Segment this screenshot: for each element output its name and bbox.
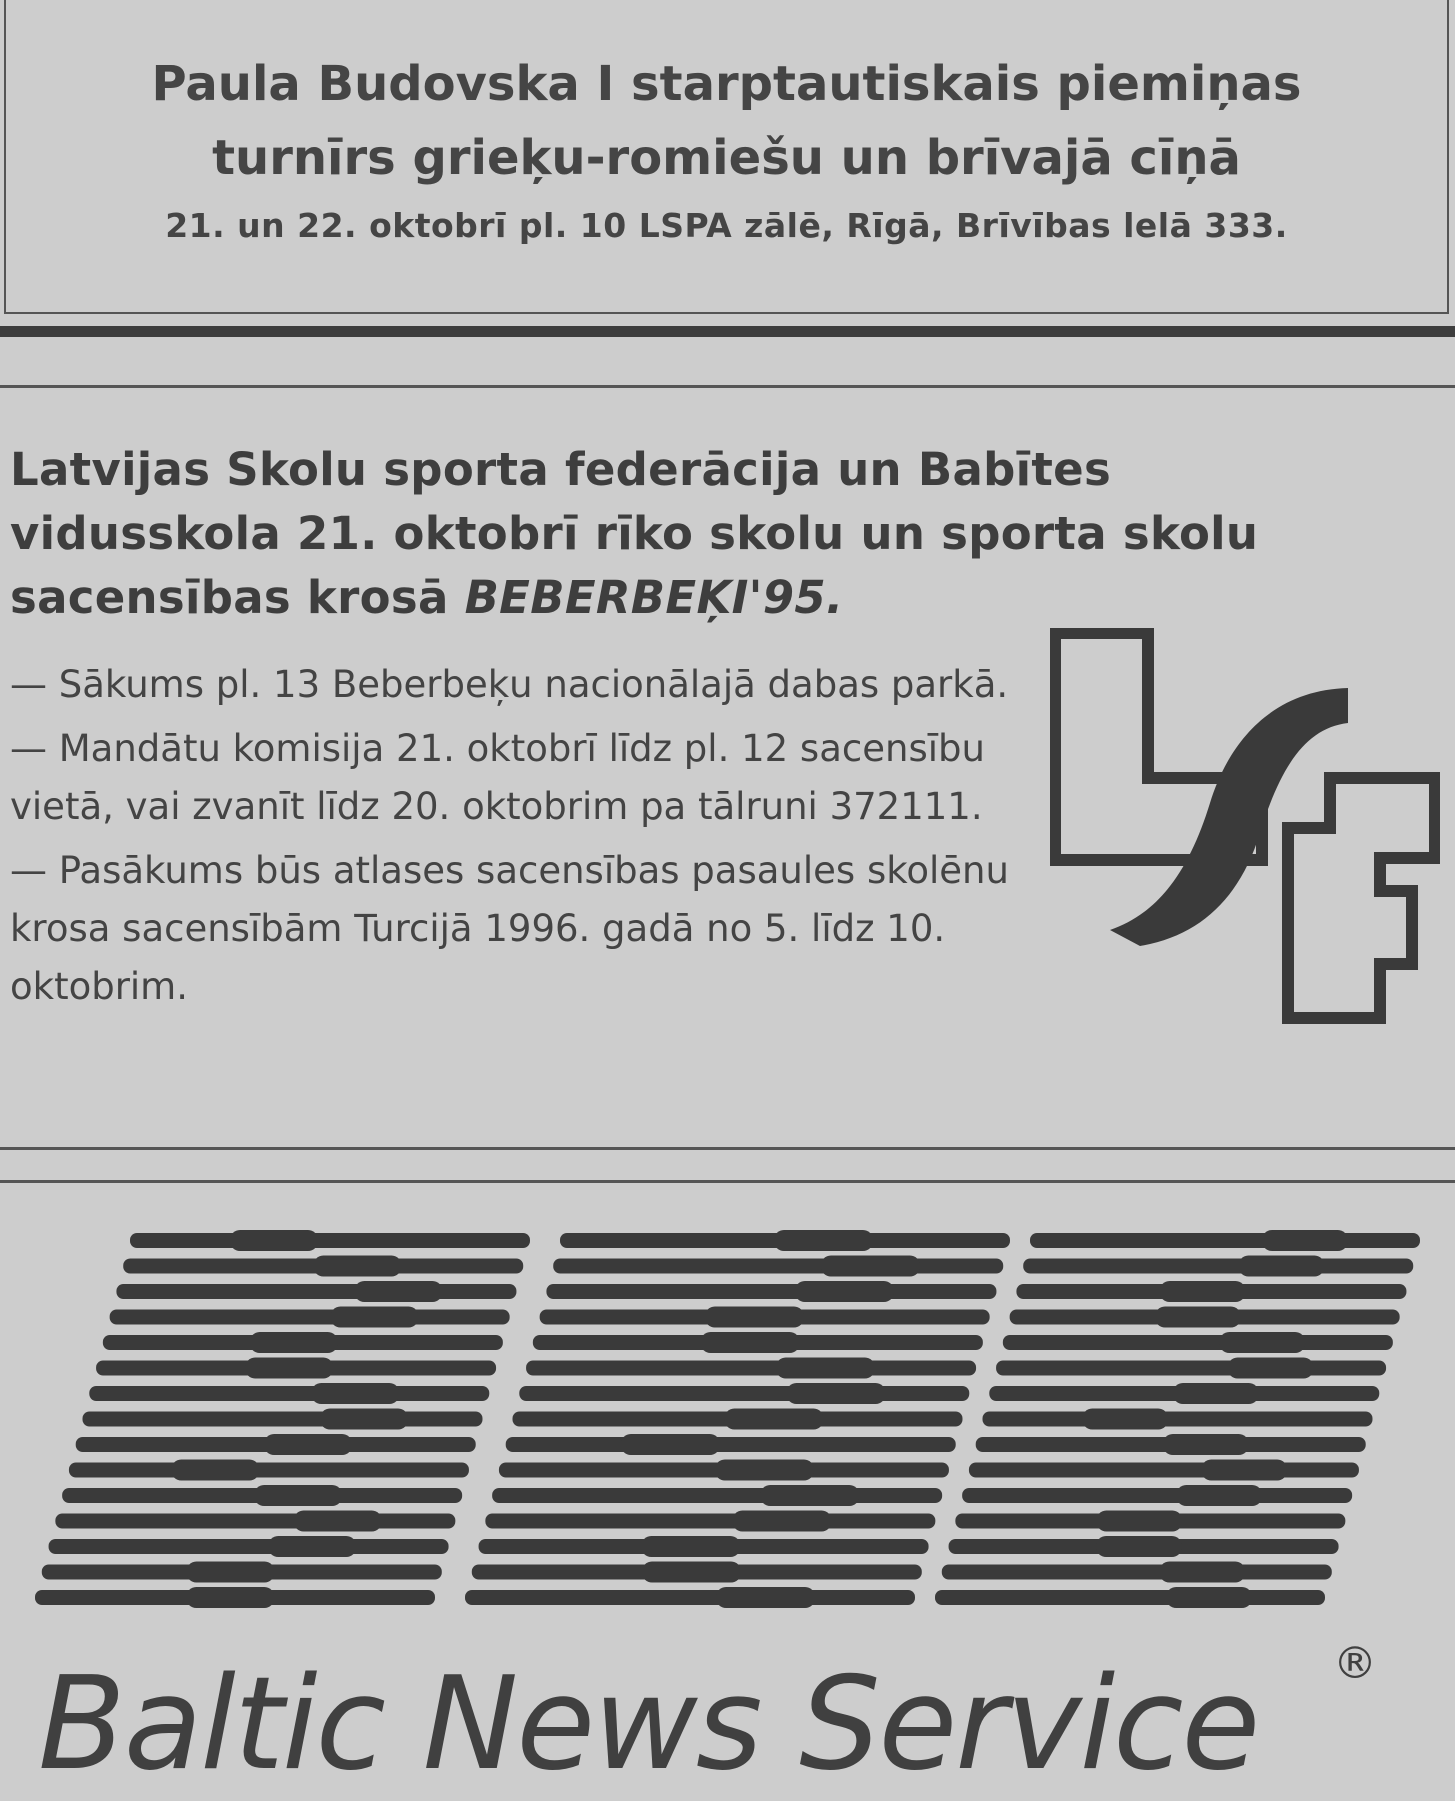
event-title-line2: turnīrs grieķu-romiešu un brīvajā cīņā [212,130,1241,186]
bns-logo-stripe [1030,1233,1420,1248]
bns-logo-stripe-bulge [264,1434,352,1455]
bns-logo-stripe-bulge [311,1383,399,1404]
bns-logo-stripe [996,1361,1386,1376]
bns-logo-stripe-bulge [1163,1434,1249,1455]
bns-logo-stripe-bulge [186,1587,274,1608]
bns-logo-stripe [1023,1259,1413,1274]
bns-logo-stripe [116,1284,516,1299]
bns-logo-stripe-bulge [313,1256,401,1277]
bns-logo-stripe [553,1259,1003,1274]
school-ad-item: — Pasākums būs atlases sacensības pasaules skolēnu krosa sacensībām Turcijā 1996. gadā no 5. līdz 10. oktobrim. [10,849,1009,1008]
bns-logo-stripe [519,1386,969,1401]
school-ad-heading-text: Latvijas Skolu sporta federācija un Babītes vidusskola 21. oktobrī rīko skolu un sporta skolu sacensības krosā [10,443,1259,624]
bns-company-name: Baltic News Service [38,1650,1259,1799]
bns-logo-stripe-bulge [294,1511,382,1532]
bns-logo-stripe-bulge [642,1562,741,1583]
bns-logo-stripe [942,1565,1332,1580]
lsf-logo-icon [1050,628,1440,1028]
bns-logo-stripe-bulge [1201,1460,1287,1481]
bns-logo-stripe-bulge [621,1434,720,1455]
bns-logo-stripe-bulge [716,1587,815,1608]
bns-logo-stripe-bulge [268,1536,356,1557]
bns-logo-stripe-bulge [354,1281,442,1302]
bns-logo-stripe-bulge [330,1307,418,1328]
bns-logo-stripe [83,1412,483,1427]
bns-logo-stripe-bulge [250,1332,338,1353]
bns-logo-stripe-bulge [186,1562,274,1583]
bns-logo-stripe-bulge [641,1536,740,1557]
school-ad-event-name: BEBERBEĶI'95. [464,571,844,624]
bns-logo-stripe-bulge [1155,1307,1241,1328]
bns-logo-stripe [465,1590,915,1605]
bns-logo-stripe [546,1284,996,1299]
bns-logo-stripe-bulge [732,1511,831,1532]
bns-logo-stripe [492,1488,942,1503]
bns-logo-stripe [935,1590,1325,1605]
bns-logo-stripe-bulge [230,1230,318,1251]
bns-logo-stripe [110,1310,510,1325]
event-title-line1: Paula Budovska I starptautiskais piemiņas [151,56,1302,112]
bns-logo-stripe-bulge [821,1256,920,1277]
registered-mark-icon: ® [1333,1638,1377,1689]
bns-logo-stripe [49,1539,449,1554]
bns-logo-stripe [55,1514,455,1529]
school-ad-heading [10,438,1350,630]
bns-logo-stripe-bulge [245,1358,333,1379]
school-ad-body [10,656,1020,1022]
bns-logo-stripe-bulge [1159,1562,1245,1583]
bns-logo-stripe [983,1412,1373,1427]
bns-logo-stripe-bulge [760,1485,859,1506]
bns-logo-stripe [526,1361,976,1376]
bns-logo-stripe-bulge [1173,1383,1259,1404]
bns-logo-stripe-bulge [705,1307,804,1328]
school-ad-item: — Sākums pl. 13 Beberbeķu nacionālajā dabas parkā. [10,663,1009,706]
divider-thin-mid2 [0,1180,1455,1183]
bns-logo-stripe [969,1463,1359,1478]
bns-logo-stripe-bulge [1219,1332,1305,1353]
divider-thick [0,326,1455,337]
bns-logo-stripe-bulge [724,1409,823,1430]
bns-logo-stripe [89,1386,489,1401]
bns-logo-stripe-bulge [1096,1536,1182,1557]
bns-logo-stripe-bulge [320,1409,408,1430]
divider-thin-mid1 [0,1147,1455,1150]
bns-logo-stripe-bulge [1082,1409,1168,1430]
bns-logo-stripe [1003,1335,1393,1350]
event-details: 21. un 22. oktobrī pl. 10 LSPA zālē, Rīgā, Brīvības lelā 333. [165,206,1288,245]
bns-logo-stripe-bulge [1228,1358,1314,1379]
bns-logo-stripe-bulge [1160,1281,1246,1302]
bns-logo-stripe [130,1233,530,1248]
bns-logo-stripe-bulge [776,1358,875,1379]
bns-logo-stripe-bulge [254,1485,342,1506]
bns-logo-stripe-bulge [1166,1587,1252,1608]
school-ad-item: — Mandātu komisija 21. oktobrī līdz pl. 12 sacensību vietā, vai zvanīt līdz 20. oktobrim pa tālruni 372111. [10,727,985,828]
bns-logo-stripe [506,1437,956,1452]
bns-logo-stripe-bulge [1176,1485,1262,1506]
bns-logo-stripe [962,1488,1352,1503]
bns-logo-stripe-bulge [1096,1511,1182,1532]
divider-thin-top [0,385,1455,388]
bns-logo-stripe-bulge [1262,1230,1348,1251]
bns-logo-stripe-bulge [701,1332,800,1353]
bns-logo-stripe-bulge [1239,1256,1325,1277]
bns-logo-stripe [485,1514,935,1529]
bns-logo-stripe-bulge [787,1383,886,1404]
bns-striped-logo-icon [30,1225,1430,1630]
bns-logo-stripe [69,1463,469,1478]
bns-logo-stripe-bulge [795,1281,894,1302]
bns-logo-stripe-bulge [715,1460,814,1481]
bns-logo-stripe-bulge [171,1460,259,1481]
bns-logo-stripe-bulge [774,1230,873,1251]
event-announcement [4,0,1449,314]
